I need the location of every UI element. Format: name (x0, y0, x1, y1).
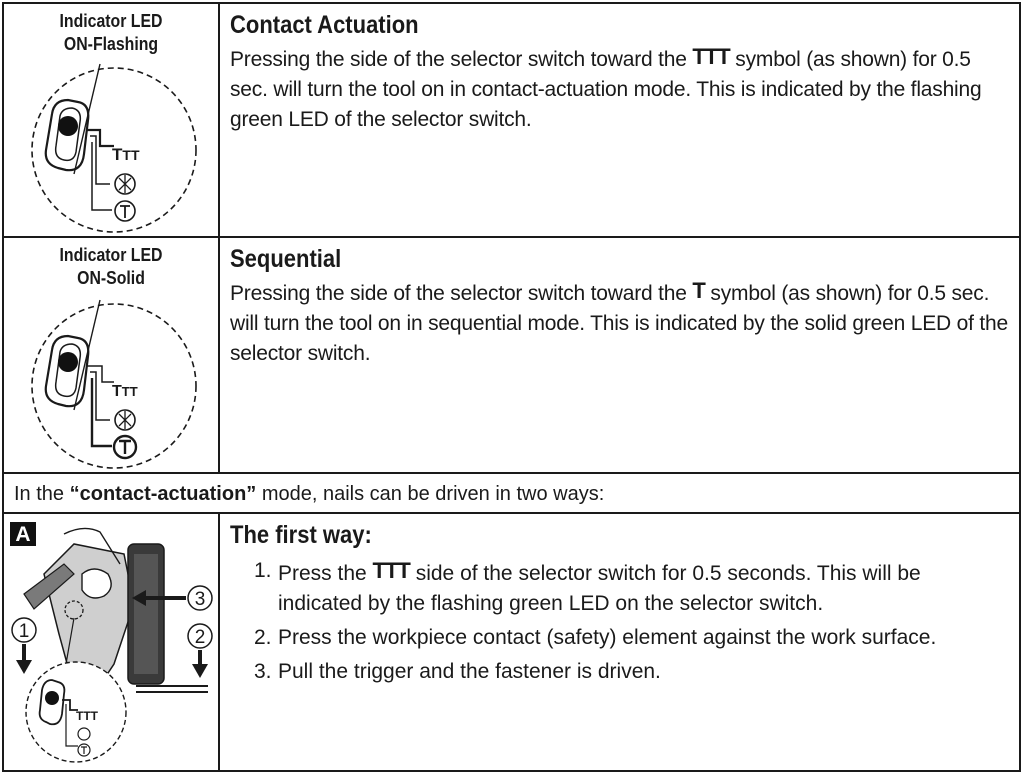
callout-2-label: 2 (194, 627, 206, 648)
multi-t-symbol-icon: TTT (76, 709, 98, 723)
led-label-solid: Indicator LED ON-Solid (59, 245, 163, 288)
sequential-heading: Sequential (230, 245, 342, 273)
sequential-row (2, 236, 1021, 474)
contact-actuation-illustration-cell (4, 4, 220, 236)
contact-actuation-heading: Contact Actuation (230, 11, 419, 39)
nailer-battery-detail (134, 554, 158, 674)
multi-t-inline-symbol: TTT (372, 558, 410, 583)
first-way-row (2, 512, 1021, 772)
selector-path-lower (92, 378, 112, 446)
sequential-description: Pressing the side of the selector switch toward the T symbol (as shown) for 0.5 sec. will turn the tool on in sequential mode. This is indicated by the solid green LED of the selector switch. (230, 278, 1008, 365)
selector-path-lower (92, 142, 112, 210)
step-3: 3. Pull the trigger and the fastener is driven. (254, 660, 661, 683)
nailer-illustration (4, 514, 218, 770)
arrow-1-head-icon (16, 660, 32, 674)
step-1: 1. Press the TTT side of the selector switch for 0.5 seconds. This will be indicated by the flashing green LED on the selector switch. (254, 558, 921, 615)
first-way-steps (254, 556, 1009, 687)
single-t-inline-symbol: T (692, 278, 705, 303)
arrow-2-head-icon (192, 664, 208, 678)
led-label-flashing: Indicator LED ON-Flashing (59, 11, 163, 54)
first-way-illustration-cell (4, 514, 220, 770)
contact-actuation-intro-text: In the “contact-actuation” mode, nails can be driven in two ways: (14, 483, 605, 505)
contact-actuation-row (2, 2, 1021, 238)
led-dot (45, 691, 59, 705)
sequential-illustration-cell (4, 238, 220, 472)
contact-mode-icon-detail (119, 411, 131, 429)
led-dot (58, 116, 78, 136)
first-way-text-cell (220, 514, 1019, 770)
first-way-heading: The first way: (230, 521, 372, 549)
selector-switch-solid-illustration (4, 238, 218, 472)
sequential-mode-icon-detail (119, 441, 131, 454)
contact-mode-icon-detail (119, 175, 131, 193)
contact-actuation-description: Pressing the side of the selector switch toward the TTT symbol (as shown) for 0.5 sec. will turn the tool on in contact-actuation mode. This is indicated by the flashing green LED of the selector switch. (230, 44, 982, 131)
contact-actuation-text-cell (220, 4, 1019, 236)
hand-fingers (82, 569, 111, 598)
callout-1-label: 1 (18, 621, 30, 642)
selector-switch-flashing-illustration (4, 4, 218, 236)
sequential-mode-icon-detail (120, 206, 130, 218)
step-2: 2. Press the workpiece contact (safety) element against the work surface. (254, 626, 937, 649)
contact-actuation-intro-row (2, 472, 1021, 514)
selector-path-upper (86, 366, 114, 382)
callout-3-label: 3 (194, 589, 206, 610)
sequential-text-cell (220, 238, 1019, 472)
figure-badge-letter: A (15, 523, 31, 546)
selector-path-upper (86, 130, 114, 146)
multi-t-symbol-icon: TTT (112, 383, 138, 400)
multi-t-symbol-icon: TTT (112, 145, 140, 164)
led-dot (58, 352, 78, 372)
multi-t-inline-symbol: TTT (692, 44, 730, 69)
